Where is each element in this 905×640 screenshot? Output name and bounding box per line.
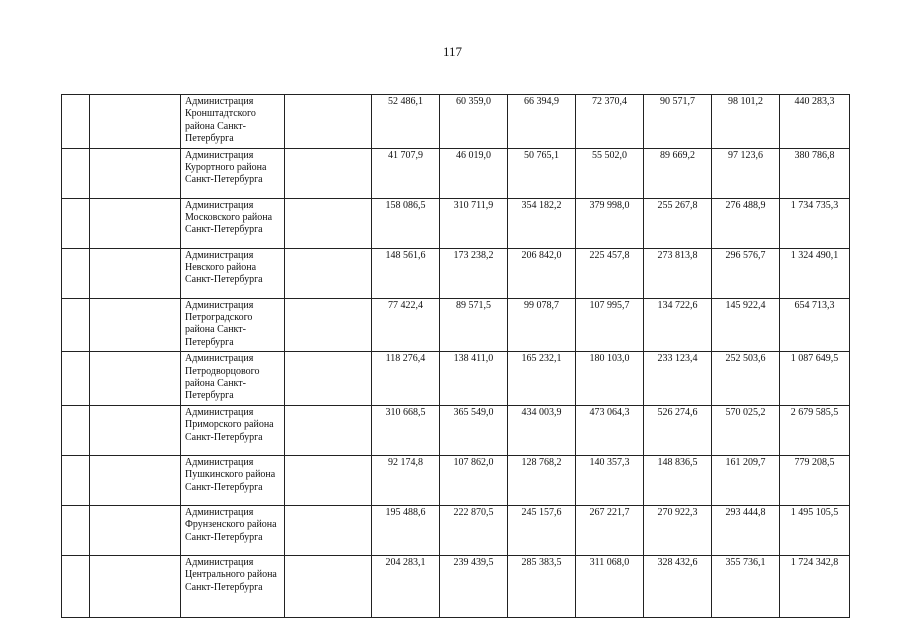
year-value-cell: 239 439,5 <box>440 555 508 617</box>
year-value-cell: 310 711,9 <box>440 198 508 248</box>
year-value-cell: 180 103,0 <box>576 352 644 406</box>
year-value-cell: 161 209,7 <box>712 455 780 505</box>
year-value-cell: 55 502,0 <box>576 148 644 198</box>
empty-cell-source <box>285 405 372 455</box>
total-value-cell: 654 713,3 <box>780 298 850 352</box>
year-value-cell: 128 768,2 <box>508 455 576 505</box>
year-value-cell: 158 086,5 <box>372 198 440 248</box>
year-value-cell: 195 488,6 <box>372 505 440 555</box>
administration-name-cell: Администрация Кронштадтского района Санкт-Петербурга <box>181 95 285 149</box>
year-value-cell: 118 276,4 <box>372 352 440 406</box>
empty-cell-program <box>90 198 181 248</box>
administration-name-cell: Администрация Фрунзенского района Санкт-Петербурга <box>181 505 285 555</box>
year-value-cell: 99 078,7 <box>508 298 576 352</box>
empty-cell-source <box>285 248 372 298</box>
empty-cell-program <box>90 405 181 455</box>
administration-name-cell: Администрация Невского района Санкт-Петербурга <box>181 248 285 298</box>
year-value-cell: 72 370,4 <box>576 95 644 149</box>
year-value-cell: 222 870,5 <box>440 505 508 555</box>
year-value-cell: 354 182,2 <box>508 198 576 248</box>
year-value-cell: 89 669,2 <box>644 148 712 198</box>
administration-name-cell: Администрация Приморского района Санкт-Петербурга <box>181 405 285 455</box>
year-value-cell: 145 922,4 <box>712 298 780 352</box>
administration-name-cell: Администрация Петроградского района Санкт-Петербурга <box>181 298 285 352</box>
table-row <box>62 555 850 617</box>
year-value-cell: 311 068,0 <box>576 555 644 617</box>
empty-cell-program <box>90 298 181 352</box>
administration-name-cell: Администрация Курортного района Санкт-Петербурга <box>181 148 285 198</box>
year-value-cell: 52 486,1 <box>372 95 440 149</box>
year-value-cell: 148 561,6 <box>372 248 440 298</box>
table-row <box>62 148 850 198</box>
year-value-cell: 365 549,0 <box>440 405 508 455</box>
year-value-cell: 526 274,6 <box>644 405 712 455</box>
empty-cell-number <box>62 505 90 555</box>
table-row <box>62 455 850 505</box>
year-value-cell: 379 998,0 <box>576 198 644 248</box>
year-value-cell: 270 922,3 <box>644 505 712 555</box>
budget-table-body <box>62 95 850 618</box>
year-value-cell: 98 101,2 <box>712 95 780 149</box>
year-value-cell: 276 488,9 <box>712 198 780 248</box>
empty-cell-source <box>285 298 372 352</box>
year-value-cell: 138 411,0 <box>440 352 508 406</box>
administration-name-cell: Администрация Московского района Санкт-Петербурга <box>181 198 285 248</box>
year-value-cell: 355 736,1 <box>712 555 780 617</box>
empty-cell-program <box>90 455 181 505</box>
year-value-cell: 204 283,1 <box>372 555 440 617</box>
table-row <box>62 248 850 298</box>
year-value-cell: 570 025,2 <box>712 405 780 455</box>
administration-name-cell: Администрация Центрального района Санкт-Петербурга <box>181 555 285 617</box>
year-value-cell: 140 357,3 <box>576 455 644 505</box>
empty-cell-number <box>62 555 90 617</box>
year-value-cell: 107 995,7 <box>576 298 644 352</box>
total-value-cell: 2 679 585,5 <box>780 405 850 455</box>
empty-cell-program <box>90 352 181 406</box>
year-value-cell: 165 232,1 <box>508 352 576 406</box>
year-value-cell: 134 722,6 <box>644 298 712 352</box>
budget-table <box>61 94 850 618</box>
year-value-cell: 328 432,6 <box>644 555 712 617</box>
empty-cell-source <box>285 505 372 555</box>
year-value-cell: 296 576,7 <box>712 248 780 298</box>
empty-cell-program <box>90 148 181 198</box>
year-value-cell: 434 003,9 <box>508 405 576 455</box>
total-value-cell: 380 786,8 <box>780 148 850 198</box>
year-value-cell: 473 064,3 <box>576 405 644 455</box>
year-value-cell: 77 422,4 <box>372 298 440 352</box>
year-value-cell: 89 571,5 <box>440 298 508 352</box>
empty-cell-program <box>90 248 181 298</box>
year-value-cell: 245 157,6 <box>508 505 576 555</box>
table-row <box>62 505 850 555</box>
total-value-cell: 1 087 649,5 <box>780 352 850 406</box>
empty-cell-source <box>285 455 372 505</box>
empty-cell-number <box>62 198 90 248</box>
year-value-cell: 60 359,0 <box>440 95 508 149</box>
table-row <box>62 352 850 406</box>
total-value-cell: 1 324 490,1 <box>780 248 850 298</box>
year-value-cell: 225 457,8 <box>576 248 644 298</box>
empty-cell-number <box>62 455 90 505</box>
year-value-cell: 46 019,0 <box>440 148 508 198</box>
empty-cell-number <box>62 248 90 298</box>
year-value-cell: 50 765,1 <box>508 148 576 198</box>
empty-cell-number <box>62 148 90 198</box>
empty-cell-source <box>285 352 372 406</box>
page-number: 117 <box>442 44 463 59</box>
year-value-cell: 252 503,6 <box>712 352 780 406</box>
year-value-cell: 148 836,5 <box>644 455 712 505</box>
total-value-cell: 440 283,3 <box>780 95 850 149</box>
year-value-cell: 90 571,7 <box>644 95 712 149</box>
year-value-cell: 233 123,4 <box>644 352 712 406</box>
total-value-cell: 1 734 735,3 <box>780 198 850 248</box>
total-value-cell: 1 724 342,8 <box>780 555 850 617</box>
empty-cell-number <box>62 298 90 352</box>
year-value-cell: 267 221,7 <box>576 505 644 555</box>
empty-cell-source <box>285 95 372 149</box>
administration-name-cell: Администрация Петродворцового района Санкт-Петербурга <box>181 352 285 406</box>
table-row <box>62 95 850 149</box>
year-value-cell: 41 707,9 <box>372 148 440 198</box>
year-value-cell: 285 383,5 <box>508 555 576 617</box>
total-value-cell: 1 495 105,5 <box>780 505 850 555</box>
empty-cell-source <box>285 555 372 617</box>
year-value-cell: 107 862,0 <box>440 455 508 505</box>
empty-cell-source <box>285 198 372 248</box>
year-value-cell: 97 123,6 <box>712 148 780 198</box>
year-value-cell: 66 394,9 <box>508 95 576 149</box>
total-value-cell: 779 208,5 <box>780 455 850 505</box>
year-value-cell: 293 444,8 <box>712 505 780 555</box>
table-row <box>62 198 850 248</box>
year-value-cell: 255 267,8 <box>644 198 712 248</box>
year-value-cell: 273 813,8 <box>644 248 712 298</box>
empty-cell-number <box>62 352 90 406</box>
empty-cell-program <box>90 505 181 555</box>
empty-cell-source <box>285 148 372 198</box>
empty-cell-program <box>90 95 181 149</box>
year-value-cell: 206 842,0 <box>508 248 576 298</box>
table-row <box>62 405 850 455</box>
year-value-cell: 92 174,8 <box>372 455 440 505</box>
empty-cell-program <box>90 555 181 617</box>
empty-cell-number <box>62 95 90 149</box>
year-value-cell: 310 668,5 <box>372 405 440 455</box>
year-value-cell: 173 238,2 <box>440 248 508 298</box>
administration-name-cell: Администрация Пушкинского района Санкт-Петербурга <box>181 455 285 505</box>
table-row <box>62 298 850 352</box>
empty-cell-number <box>62 405 90 455</box>
